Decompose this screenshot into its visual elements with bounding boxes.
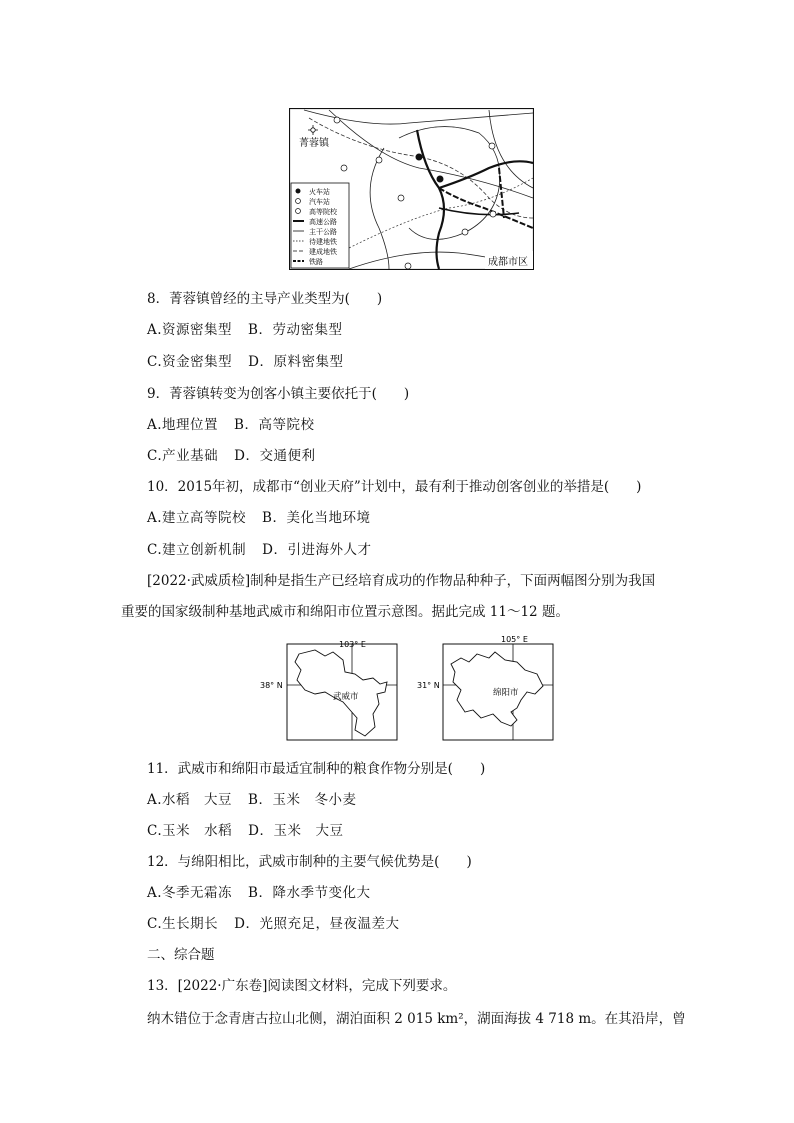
question-12-options-row2: [147, 915, 399, 933]
question-9-options-row2: [147, 447, 315, 465]
lon-label: 105° E: [501, 635, 528, 644]
question-12-options-row1: [147, 884, 370, 902]
option-d: D．光照充足，昼夜温差大: [234, 916, 400, 932]
question-8-stem: 8．菁蓉镇曾经的主导产业类型为( ): [147, 291, 383, 307]
city-label: 成都市区: [488, 257, 528, 268]
question-11-stem: 11．武威市和绵阳市最适宜制种的粮食作物分别是( ): [147, 761, 486, 777]
option-b: B．降水季节变化大: [248, 885, 371, 901]
option-c: C.建立创新机制: [147, 542, 247, 558]
intro-line-2: 重要的国家级制种基地武威市和绵阳市位置示意图。据此完成 11～12 题。: [121, 604, 569, 620]
option-a: A.地理位置: [147, 417, 219, 433]
option-d: D．交通便利: [234, 448, 316, 464]
legend-label: 高速公路: [309, 218, 337, 226]
question-10-options-row1: [147, 509, 370, 527]
map-jingrong: [289, 108, 534, 270]
option-b: B．玉米 冬小麦: [248, 792, 357, 808]
legend-label: 汽车站: [309, 198, 330, 206]
option-c: C.玉米 水稻: [147, 823, 233, 839]
option-c: C.产业基础: [147, 448, 219, 464]
map-wuwei: [260, 640, 397, 740]
city-label: 绵阳市: [493, 688, 519, 698]
lon-label: 103° E: [339, 640, 366, 649]
option-d: D．玉米 大豆: [248, 823, 344, 839]
option-d: D．引进海外人才: [262, 542, 372, 558]
question-11-options-row1: [147, 791, 356, 809]
question-12-stem: 12．与绵阳相比，武威市制种的主要气候优势是( ): [147, 854, 472, 870]
question-13-stem: 13．[2022·广东卷]阅读图文材料，完成下列要求。: [147, 978, 457, 994]
option-b: B．劳动密集型: [248, 322, 343, 338]
option-a: A.冬季无霜冻: [147, 885, 233, 901]
option-a: A.建立高等院校: [147, 510, 247, 526]
question-10-stem: 10．2015年初，成都市“创业天府”计划中，最有利于推动创客创业的举措是( ): [147, 479, 642, 495]
train-station-dot-2: [437, 176, 444, 183]
question-11-options-row2: [147, 822, 343, 840]
map-wuwei-mianyang: [255, 632, 555, 744]
section-heading: 二、综合题: [147, 947, 215, 963]
option-a: A.水稻 大豆: [147, 792, 233, 808]
option-c: C.生长期长: [147, 916, 219, 932]
question-8-options-row1: [147, 321, 342, 339]
map-mianyang: [417, 635, 553, 740]
legend-label: 建成地铁: [309, 248, 337, 256]
option-b: B．高等院校: [234, 417, 315, 433]
question-10-options-row2: [147, 541, 371, 559]
option-a: A.资源密集型: [147, 322, 233, 338]
question-9-options-row1: [147, 416, 314, 434]
option-c: C.资金密集型: [147, 354, 233, 370]
city-label: 武威市: [333, 692, 359, 702]
legend-label: 铁路: [309, 258, 323, 266]
option-d: D．原料密集型: [248, 354, 344, 370]
intro-line-1: [2022·武威质检]制种是指生产已经培育成功的作物品种种子，下面两幅图分别为我国: [147, 573, 656, 589]
legend-label: 火车站: [309, 188, 330, 196]
train-station-dot-1: [416, 154, 423, 161]
question-9-stem: 9．菁蓉镇转变为创客小镇主要依托于( ): [147, 386, 410, 402]
material-text: 纳木错位于念青唐古拉山北侧，湖泊面积 2 015 km²，湖面海拔 4 718 m。在其沿岸，曾: [147, 1011, 686, 1027]
lat-label: 31° N: [417, 681, 440, 690]
legend-label: 主干公路: [309, 228, 337, 236]
legend-label: 待建地铁: [309, 238, 337, 246]
legend-label: 高等院校: [309, 208, 337, 216]
town-label: 菁蓉镇: [299, 138, 329, 149]
lat-label: 38° N: [260, 681, 283, 690]
question-8-options-row2: [147, 353, 343, 371]
option-b: B．美化当地环境: [262, 510, 371, 526]
